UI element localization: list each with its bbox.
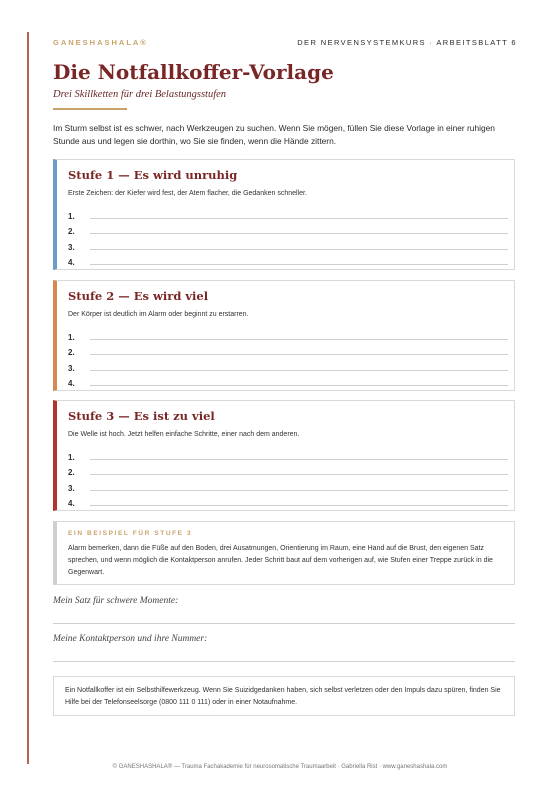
stage-3-line-4[interactable]: [68, 494, 508, 510]
example-label: EIN BEISPIEL FÜR STUFE 3: [68, 530, 193, 537]
line-number: 2.: [68, 348, 75, 357]
line-number: 1.: [68, 452, 75, 462]
line-number: 4.: [68, 379, 75, 388]
stage-1-line-4[interactable]: [68, 253, 508, 269]
contact-write-line: [53, 661, 515, 662]
stage-2-line-2[interactable]: [68, 343, 508, 359]
example-box: [53, 521, 515, 585]
brand-label: GANESHASHALA®: [53, 38, 148, 47]
write-line: [90, 353, 508, 355]
stage-3-line-2[interactable]: [68, 463, 508, 479]
stage-1-line-1[interactable]: [68, 206, 508, 222]
contact-field[interactable]: [53, 634, 515, 662]
line-number: 4.: [68, 499, 75, 508]
stage-2-title: Stufe 2 — Es wird viel: [68, 289, 209, 303]
page-footer: © GANESHASHALA® — Trauma Fachakademie für neurosomatische Traumaarbeit · Gabriella Rist · www.ganeshashala.com: [112, 764, 448, 770]
write-line: [90, 458, 508, 460]
stage-3-line-3[interactable]: [68, 478, 508, 494]
contact-field-label: Meine Kontaktperson und ihre Nummer:: [53, 634, 208, 644]
stage-1-line-2[interactable]: [68, 222, 508, 238]
stage-3-title: Stufe 3 — Es ist zu viel: [68, 409, 215, 423]
stage-3-description: Die Welle ist hoch. Jetzt helfen einfache Schritte, einer nach dem anderen.: [68, 431, 300, 438]
stage-2-card: [53, 280, 515, 391]
safety-notice-text: Ein Notfallkoffer ist ein Selbsthilfewerkzeug. Wenn Sie Suizidgedanken haben, sich selbst verletzen oder den Impuls dazu spüren, finden Sie Hilfe bei der Telefonseelsorge (0800 111 0 111) oder in einer Notaufnahme.: [65, 687, 501, 706]
line-number: 3.: [68, 242, 75, 252]
stage-1-title: Stufe 1 — Es wird unruhig: [68, 168, 238, 182]
stage-2-line-4[interactable]: [68, 374, 508, 390]
safety-notice-box: [53, 676, 515, 716]
write-line: [90, 489, 508, 491]
write-line: [90, 473, 508, 475]
stage-1-description: Erste Zeichen: der Kiefer wird fest, der Atem flacher, die Gedanken schneller.: [68, 190, 307, 197]
stage-2-line-1[interactable]: [68, 327, 508, 343]
write-line: [90, 217, 508, 219]
stage-3-card: [53, 400, 515, 511]
sentence-write-line: [53, 623, 515, 624]
sentence-field-label: Mein Satz für schwere Momente:: [53, 596, 179, 606]
write-line: [90, 384, 508, 386]
stage-1-card: [53, 159, 515, 270]
write-line: [90, 248, 508, 250]
example-text: Alarm bemerken, dann die Füße auf den Boden, drei Ausatmungen, Orientierung im Raum, eine Hand auf die Brust, den eigenen Satz sprechen, und wenn möglich die Kontaktperson anrufen. Jeder Schritt baut auf dem vorherigen auf, wie Stufen einer Treppe zurück in die Gegenwart.: [68, 545, 493, 576]
write-line: [90, 338, 508, 340]
stage-2-line-3[interactable]: [68, 358, 508, 374]
write-line: [90, 369, 508, 371]
line-number: 3.: [68, 483, 75, 493]
line-number: 4.: [68, 258, 75, 267]
sentence-field[interactable]: [53, 596, 515, 624]
page-title: Die Notfallkoffer-Vorlage: [53, 60, 334, 84]
line-number: 2.: [68, 468, 75, 477]
left-margin-rule: [27, 32, 29, 764]
intro-paragraph: Im Sturm selbst ist es schwer, nach Werkzeugen zu suchen. Wenn Sie mögen, füllen Sie diese Vorlage in einer ruhigen Stunde aus und legen sie dorthin, wo Sie sie finden, wenn die Hände zittern.: [53, 123, 495, 146]
page-subtitle: Drei Skillketten für drei Belastungsstufen: [53, 89, 227, 100]
stage-1-lines: [68, 206, 508, 268]
line-number: 2.: [68, 227, 75, 236]
write-line: [90, 263, 508, 265]
write-line: [90, 232, 508, 234]
line-number: 3.: [68, 363, 75, 373]
stage-3-line-1[interactable]: [68, 447, 508, 463]
line-number: 1.: [68, 211, 75, 221]
stage-3-lines: [68, 447, 508, 509]
title-accent-divider: [53, 108, 127, 110]
stage-2-lines: [68, 327, 508, 389]
stage-1-line-3[interactable]: [68, 237, 508, 253]
write-line: [90, 504, 508, 506]
series-label: DER NERVENSYSTEMKURS · ARBEITSBLATT 6: [297, 38, 517, 47]
stage-2-description: Der Körper ist deutlich im Alarm oder beginnt zu erstarren.: [68, 311, 249, 318]
line-number: 1.: [68, 332, 75, 342]
